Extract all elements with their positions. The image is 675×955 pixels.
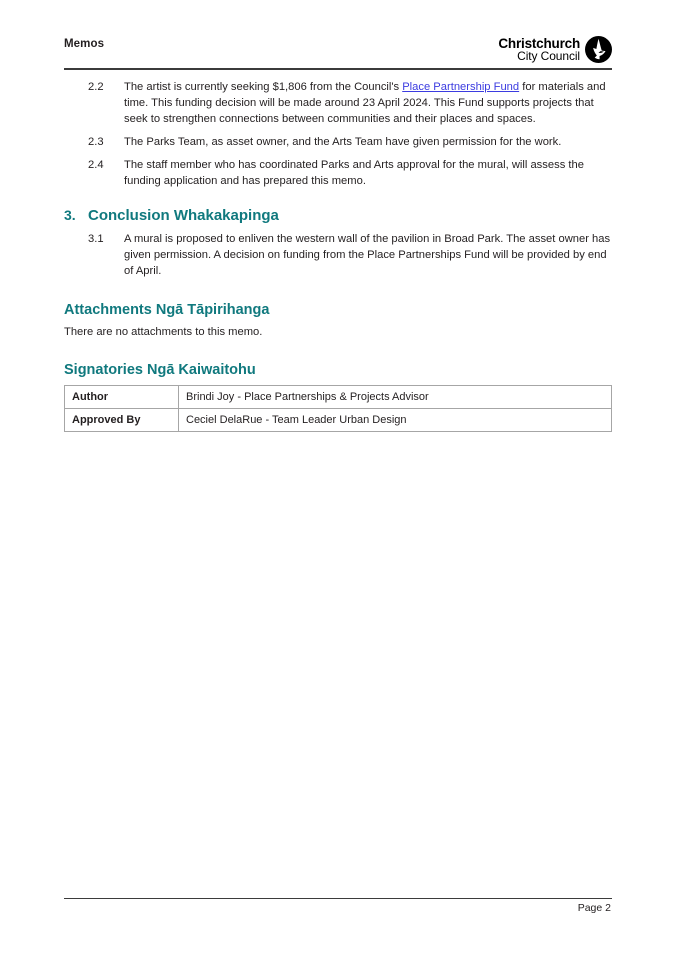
page-title: Memos bbox=[64, 38, 105, 50]
signatory-name-value: Brindi Joy - Place Partnerships & Projects Advisor bbox=[179, 386, 612, 409]
place-partnership-fund-link[interactable]: Place Partnership Fund bbox=[402, 81, 520, 93]
numbered-item-2-2 bbox=[64, 80, 612, 128]
item-number: 2.2 bbox=[88, 81, 104, 93]
item-text-after-link: for materials and time. This funding decision will be made around 23 April 2024. This Fund supports projects that seek to strengthen connections between communities and their places and spaces. bbox=[124, 81, 606, 125]
document-header bbox=[64, 36, 612, 66]
item-number: 2.3 bbox=[88, 135, 104, 148]
table-row bbox=[65, 386, 612, 409]
numbered-item-3-1 bbox=[64, 232, 612, 280]
signatory-role-label: Approved By bbox=[65, 409, 179, 432]
item-text: The Parks Team, as asset owner, and the Arts Team have given permission for the work. bbox=[124, 135, 562, 148]
section-title: Conclusion Whakakapinga bbox=[88, 207, 279, 225]
logo-line-christchurch: Christchurch bbox=[498, 35, 580, 51]
signatory-name-value: Ceciel DelaRue - Team Leader Urban Design bbox=[179, 409, 612, 432]
header-divider bbox=[64, 68, 612, 70]
document-content bbox=[64, 80, 612, 432]
table-row bbox=[65, 409, 612, 432]
section-heading-signatories: Signatories Ngā Kaiwaitohu bbox=[64, 361, 256, 378]
signatory-role-label: Author bbox=[65, 386, 179, 409]
attachments-text: There are no attachments to this memo. bbox=[64, 325, 263, 338]
footer-divider bbox=[64, 898, 612, 899]
section-heading-conclusion bbox=[64, 207, 612, 225]
section-heading-attachments: Attachments Ngā Tāpirihanga bbox=[64, 302, 270, 319]
signatories-table bbox=[64, 385, 612, 432]
numbered-item-2-3 bbox=[64, 135, 612, 151]
item-text: The staff member who has coordinated Parks and Arts approval for the mural, will assess the funding application and has prepared this memo. bbox=[124, 158, 584, 187]
item-text: A mural is proposed to enliven the western wall of the pavilion in Broad Park. The asset owner has given permission. A decision on funding from the Place Partnerships Fund will be provided by end of April. bbox=[124, 233, 611, 278]
numbered-item-2-4 bbox=[64, 158, 612, 190]
logo-line-city-council: City Council bbox=[517, 49, 580, 64]
item-text-before-link: The artist is currently seeking $1,806 from the Council's bbox=[124, 81, 403, 93]
item-text bbox=[124, 80, 612, 128]
footer-page-number: Page 2 bbox=[577, 902, 611, 914]
item-number: 3.1 bbox=[88, 233, 104, 246]
logo-text bbox=[498, 37, 580, 63]
council-logo bbox=[498, 36, 612, 63]
christchurch-city-council-emblem-icon bbox=[585, 36, 612, 63]
item-number: 2.4 bbox=[88, 158, 104, 171]
section-number: 3. bbox=[64, 207, 76, 224]
